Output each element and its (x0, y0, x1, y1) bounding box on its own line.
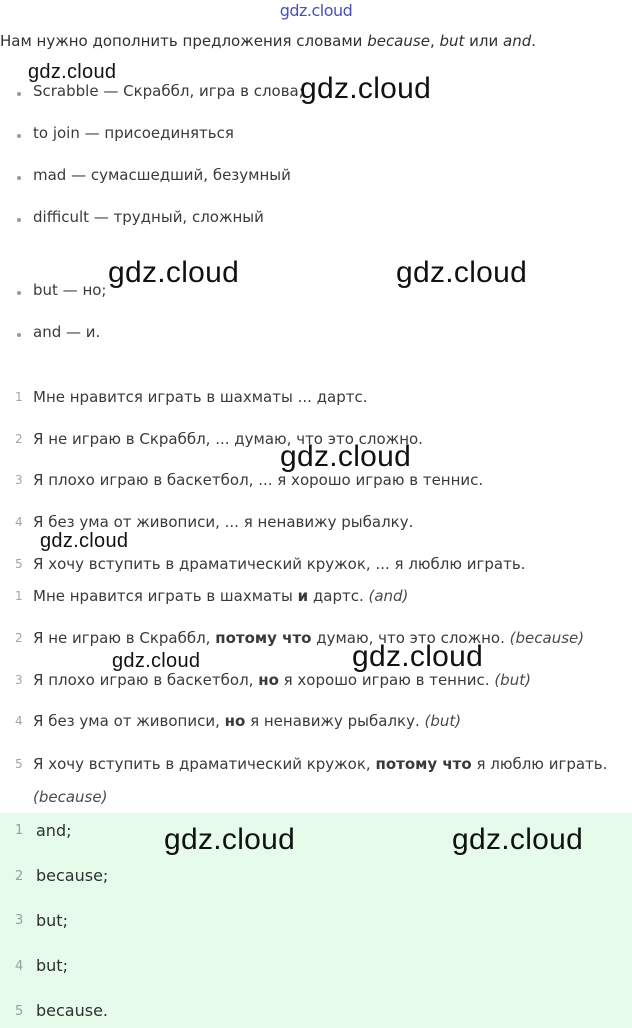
english-hint: (but) (424, 712, 462, 730)
item-number: 1 (15, 589, 23, 603)
item-number: 4 (15, 515, 23, 529)
intro-sep: или (464, 32, 504, 50)
item-number: 3 (15, 913, 24, 928)
item-number: 1 (15, 390, 23, 404)
english-hint: (because) (33, 788, 108, 806)
site-logo[interactable]: gdz.cloud (279, 1, 353, 20)
word-but: but (439, 32, 465, 50)
answer-item: but; (36, 911, 68, 930)
watermark: gdz.cloud (28, 61, 117, 83)
bullet-icon (17, 333, 21, 337)
item-number: 5 (15, 757, 23, 771)
item-number: 3 (15, 673, 23, 687)
answer-item: because; (36, 866, 109, 885)
watermark: gdz.cloud (280, 440, 412, 473)
item-number: 5 (15, 1004, 24, 1019)
answer-word: и (297, 587, 309, 605)
bullet-icon (17, 291, 21, 295)
word-because: because (367, 32, 430, 50)
item-number: 2 (15, 869, 24, 884)
watermark: gdz.cloud (40, 530, 129, 552)
bullet-icon (17, 218, 21, 222)
watermark: gdz.cloud (108, 256, 240, 289)
intro-suffix: . (531, 32, 537, 50)
watermark: gdz.cloud (112, 650, 201, 672)
item-number: 2 (15, 631, 23, 645)
intro-text (0, 32, 536, 50)
intro-sep: , (429, 32, 440, 50)
item-number: 2 (15, 432, 23, 446)
item-number: 5 (15, 557, 23, 571)
answer-word: но (258, 671, 279, 689)
bullet-icon (17, 134, 21, 138)
answer-item: but; (36, 956, 68, 975)
watermark: gdz.cloud (352, 640, 484, 673)
bullet-icon (17, 176, 21, 180)
watermark: gdz.cloud (300, 72, 432, 105)
item-number: 1 (15, 823, 24, 838)
watermark: gdz.cloud (396, 256, 528, 289)
watermark: gdz.cloud (452, 823, 584, 856)
item-number: 4 (15, 959, 24, 974)
answer-item: because. (36, 1001, 109, 1020)
answer-word: потому что (215, 629, 312, 647)
answer-item: and; (36, 821, 72, 840)
item-number: 4 (15, 714, 23, 728)
english-hint: (because) (509, 629, 585, 647)
item-number: 3 (15, 473, 23, 487)
word-and: and (503, 32, 532, 50)
answer-word: потому что (375, 755, 472, 773)
bullet-icon (17, 92, 21, 96)
answer-word: но (224, 712, 246, 730)
english-hint: (and) (368, 587, 409, 605)
intro-prefix: Нам нужно дополнить предложения словами (0, 32, 368, 50)
watermark: gdz.cloud (164, 823, 296, 856)
english-hint: (but) (494, 671, 531, 689)
